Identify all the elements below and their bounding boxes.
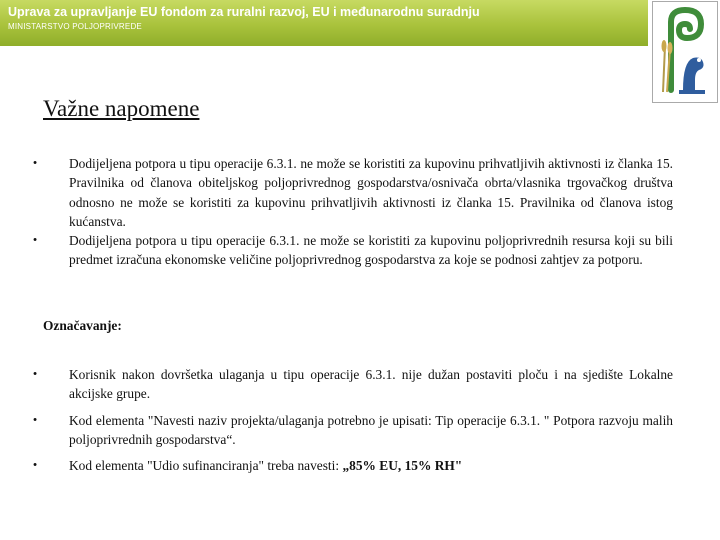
list-item xyxy=(30,365,673,404)
marking-heading: Označavanje: xyxy=(43,318,122,333)
logo-box xyxy=(652,1,718,103)
list-item xyxy=(30,411,673,450)
header-bar xyxy=(0,0,648,46)
marking-text: Korisnik nakon dovršetka ulaganja u tipu operacije 6.3.1. nije dužan postaviti ploču i na sjedište Lokalne akcijske grupe. xyxy=(69,367,673,402)
notes-list xyxy=(30,154,673,270)
bullet-icon: • xyxy=(33,413,37,426)
bullet-icon: • xyxy=(33,234,37,247)
bullet-icon: • xyxy=(33,157,37,169)
bullet-icon: • xyxy=(33,459,37,472)
marking-text: Kod elementa "Udio sufinanciranja" treba navesti: xyxy=(69,458,343,474)
header-subtitle: MINISTARSTVO POLJOPRIVREDE xyxy=(8,22,142,31)
list-item xyxy=(30,231,673,270)
marking-list xyxy=(30,365,673,482)
bullet-icon: • xyxy=(33,368,37,380)
cofinancing-ratio: „85% EU, 15% RH" xyxy=(342,458,463,474)
note-text: Dodijeljena potpora u tipu operacije 6.3.1. ne može se koristiti za kupovinu poljoprivrednih resursa koji su bili predmet izračuna ekonomske veličine poljoprivrednog gospodarstva za koje se podnosi zahtjev za potporu. xyxy=(69,233,673,268)
marking-text: Kod elementa "Navesti naziv projekta/ulaganja potrebno je upisati: Tip operacije 6.3.1. " Potpora razvoju malih poljoprivrednih gospodarstva“. xyxy=(69,412,673,447)
header-title: Uprava za upravljanje EU fondom za ruralni razvoj, EU i međunarodnu suradnju xyxy=(8,5,480,19)
section-title: Važne napomene xyxy=(43,96,200,121)
note-text: Dodijeljena potpora u tipu operacije 6.3.1. ne može se koristiti za kupovinu prihvatljivih aktivnosti iz članka 15. Pravilnika od članova obiteljskog poljoprivrednog gospodarstva/osnivača obrta/vlasnika trgovačkog društva odnosno ne može se koristiti za kupovinu prihvatljivih aktivnosti iz članka 15. Pravilnika od članova istog kućanstva. xyxy=(69,156,673,229)
list-item xyxy=(30,154,673,231)
ministry-logo-icon xyxy=(653,2,717,102)
list-item xyxy=(30,456,673,475)
